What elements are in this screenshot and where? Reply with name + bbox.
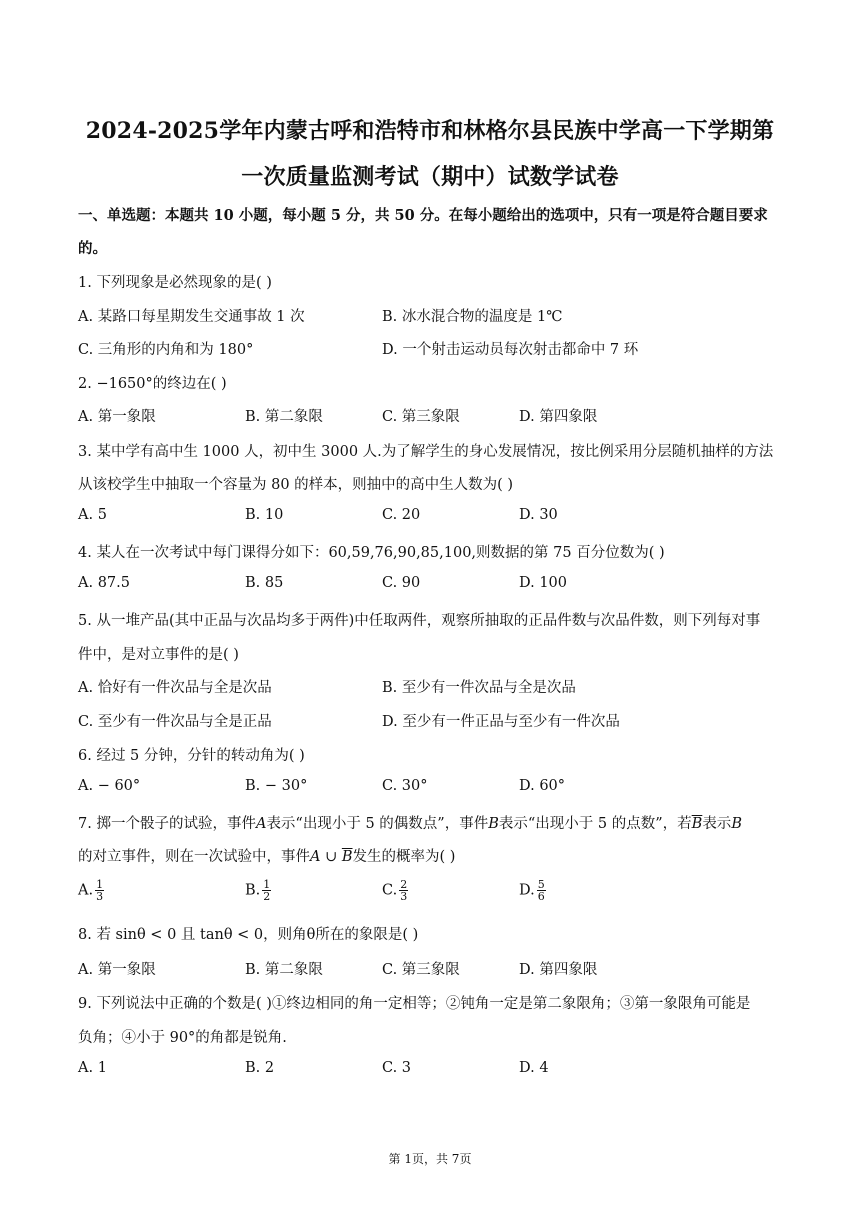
question-2-option-b: B. 第二象限 [245, 409, 323, 425]
question-9-stem-line-2: 负角；④小于 90°的角都是锐角. [78, 1030, 287, 1046]
question-2-option-d: D. 第四象限 [519, 409, 598, 425]
question-9-option-a: A. 1 [78, 1060, 107, 1076]
question-5-stem-line-2: 件中，是对立事件的是( ) [78, 647, 239, 663]
q7-option-b-fraction [262, 879, 271, 902]
question-5-option-a: A. 恰好有一件次品与全是次品 [78, 680, 272, 696]
question-1-option-b: B. 冰水混合物的温度是 1℃ [382, 309, 563, 325]
q7-option-b-numerator: 1 [263, 878, 271, 891]
question-7-option-a [78, 879, 104, 902]
q7-option-c-fraction [399, 879, 408, 902]
question-5-option-c: C. 至少有一件次品与全是正品 [78, 714, 272, 730]
question-9-stem-line-1: 9. 下列说法中正确的个数是( )①终边相同的角一定相等；②钝角一定是第二象限角；③第一象限角可能是 [78, 996, 751, 1012]
question-7-option-d [519, 879, 546, 902]
q7-option-d-denominator: 6 [537, 890, 545, 903]
q7-option-c-label: C. [382, 882, 398, 899]
q7-text-1a: 7. 掷一个骰子的试验，事件 [78, 816, 256, 832]
question-2-option-c: C. 第三象限 [382, 409, 460, 425]
question-4-option-d: D. 100 [519, 575, 568, 591]
question-2-stem: 2. −1650°的终边在( ) [78, 376, 227, 392]
question-8-option-c: C. 第三象限 [382, 962, 460, 978]
q7-union-operator: ∪ [320, 849, 342, 865]
question-6-option-c: C. 30° [382, 778, 428, 794]
exam-title-line-1: 2024-2025学年内蒙古呼和浩特市和林格尔县民族中学高一下学期第 [85, 118, 775, 144]
question-2-option-a: A. 第一象限 [78, 409, 156, 425]
q7-union-a: A [310, 849, 321, 865]
question-9-option-c: C. 3 [382, 1060, 412, 1076]
question-1-stem: 1. 下列现象是必然现象的是( ) [78, 275, 272, 291]
question-1-option-a: A. 某路口每星期发生交通事故 1 次 [78, 309, 305, 325]
q7-option-b-label: B. [245, 882, 261, 899]
q7-option-c-denominator: 3 [400, 890, 408, 903]
question-3-stem-line-2: 从该校学生中抽取一个容量为 80 的样本，则抽中的高中生人数为( ) [78, 477, 514, 493]
question-6-stem: 6. 经过 5 分钟，分针的转动角为( ) [78, 748, 305, 764]
question-3-option-a: A. 5 [78, 507, 107, 523]
q7-option-a-label: A. [78, 882, 94, 899]
question-4-stem: 4. 某人在一次考试中每门课得分如下：60,59,76,90,85,100,则数据的第 75 百分位数为( ) [78, 545, 665, 561]
question-7-stem-line-1 [78, 812, 788, 833]
exam-title-line-2: 一次质量监测考试（期中）试数学试卷 [241, 164, 619, 190]
question-4-option-c: C. 90 [382, 575, 421, 591]
question-4-option-b: B. 85 [245, 575, 284, 591]
section-heading-line-1: 一、单选题：本题共 10 小题，每小题 5 分，共 50 分。在每小题给出的选项中，只有一项是符合题目要求 [78, 207, 768, 224]
q7-text-2b: 发生的概率为( ) [352, 849, 456, 865]
q7-option-d-numerator: 5 [537, 878, 545, 891]
q7-option-a-denominator: 3 [96, 890, 104, 903]
question-3-stem-line-1: 3. 某中学有高中生 1000 人，初中生 3000 人.为了解学生的身心发展情况，按比例采用分层随机抽样的方法 [78, 444, 774, 460]
page-footer: 第 1页，共 7页 [388, 1152, 472, 1166]
question-7-option-c [382, 879, 408, 902]
q7-event-b: B [488, 816, 499, 832]
question-8-option-d: D. 第四象限 [519, 962, 598, 978]
question-8-option-b: B. 第二象限 [245, 962, 323, 978]
question-4-option-a: A. 87.5 [78, 575, 130, 591]
question-3-option-d: D. 30 [519, 507, 558, 523]
q7-option-d-fraction [537, 879, 546, 902]
question-6-option-a: A. − 60° [78, 778, 141, 794]
q7-event-b-2: B [731, 816, 742, 832]
q7-option-a-numerator: 1 [96, 878, 104, 891]
question-3-option-c: C. 20 [382, 507, 421, 523]
question-3-option-b: B. 10 [245, 507, 284, 523]
question-7-option-b [245, 879, 271, 902]
section-heading-line-2: 的。 [78, 240, 107, 257]
question-8-option-a: A. 第一象限 [78, 962, 156, 978]
question-8-stem: 8. 若 sinθ < 0 且 tanθ < 0，则角θ所在的象限是( ) [78, 927, 419, 943]
q7-text-2a: 的对立事件，则在一次试验中，事件 [78, 849, 310, 865]
question-5-option-b: B. 至少有一件次品与全是次品 [382, 680, 576, 696]
q7-text-1b: 表示“出现小于 5 的偶数点”，事件 [266, 816, 489, 832]
q7-text-1c: 表示“出现小于 5 的点数”，若 [498, 816, 692, 832]
question-9-option-d: D. 4 [519, 1060, 549, 1076]
q7-option-c-numerator: 2 [400, 878, 408, 891]
question-1-option-d: D. 一个射击运动员每次射击都命中 7 环 [382, 342, 639, 358]
question-5-option-d: D. 至少有一件正品与至少有一件次品 [382, 714, 620, 730]
q7-option-b-denominator: 2 [263, 890, 271, 903]
q7-union-b-bar: $\overline{B}$ [341, 849, 353, 865]
question-9-option-b: B. 2 [245, 1060, 275, 1076]
question-1-option-c: C. 三角形的内角和为 180° [78, 342, 254, 358]
question-6-option-b: B. − 30° [245, 778, 308, 794]
q7-event-b-bar: $\overline{B}$ [691, 816, 703, 832]
question-5-stem-line-1: 5. 从一堆产品(其中正品与次品均多于两件)中任取两件，观察所抽取的正品件数与次品件数，则下列每对事 [78, 613, 761, 629]
question-6-option-d: D. 60° [519, 778, 566, 794]
q7-text-1d: 表示 [702, 816, 732, 832]
q7-event-a: A [255, 816, 267, 832]
question-7-stem-line-2 [78, 845, 788, 866]
q7-option-a-fraction [95, 879, 104, 902]
q7-option-d-label: D. [519, 882, 535, 899]
